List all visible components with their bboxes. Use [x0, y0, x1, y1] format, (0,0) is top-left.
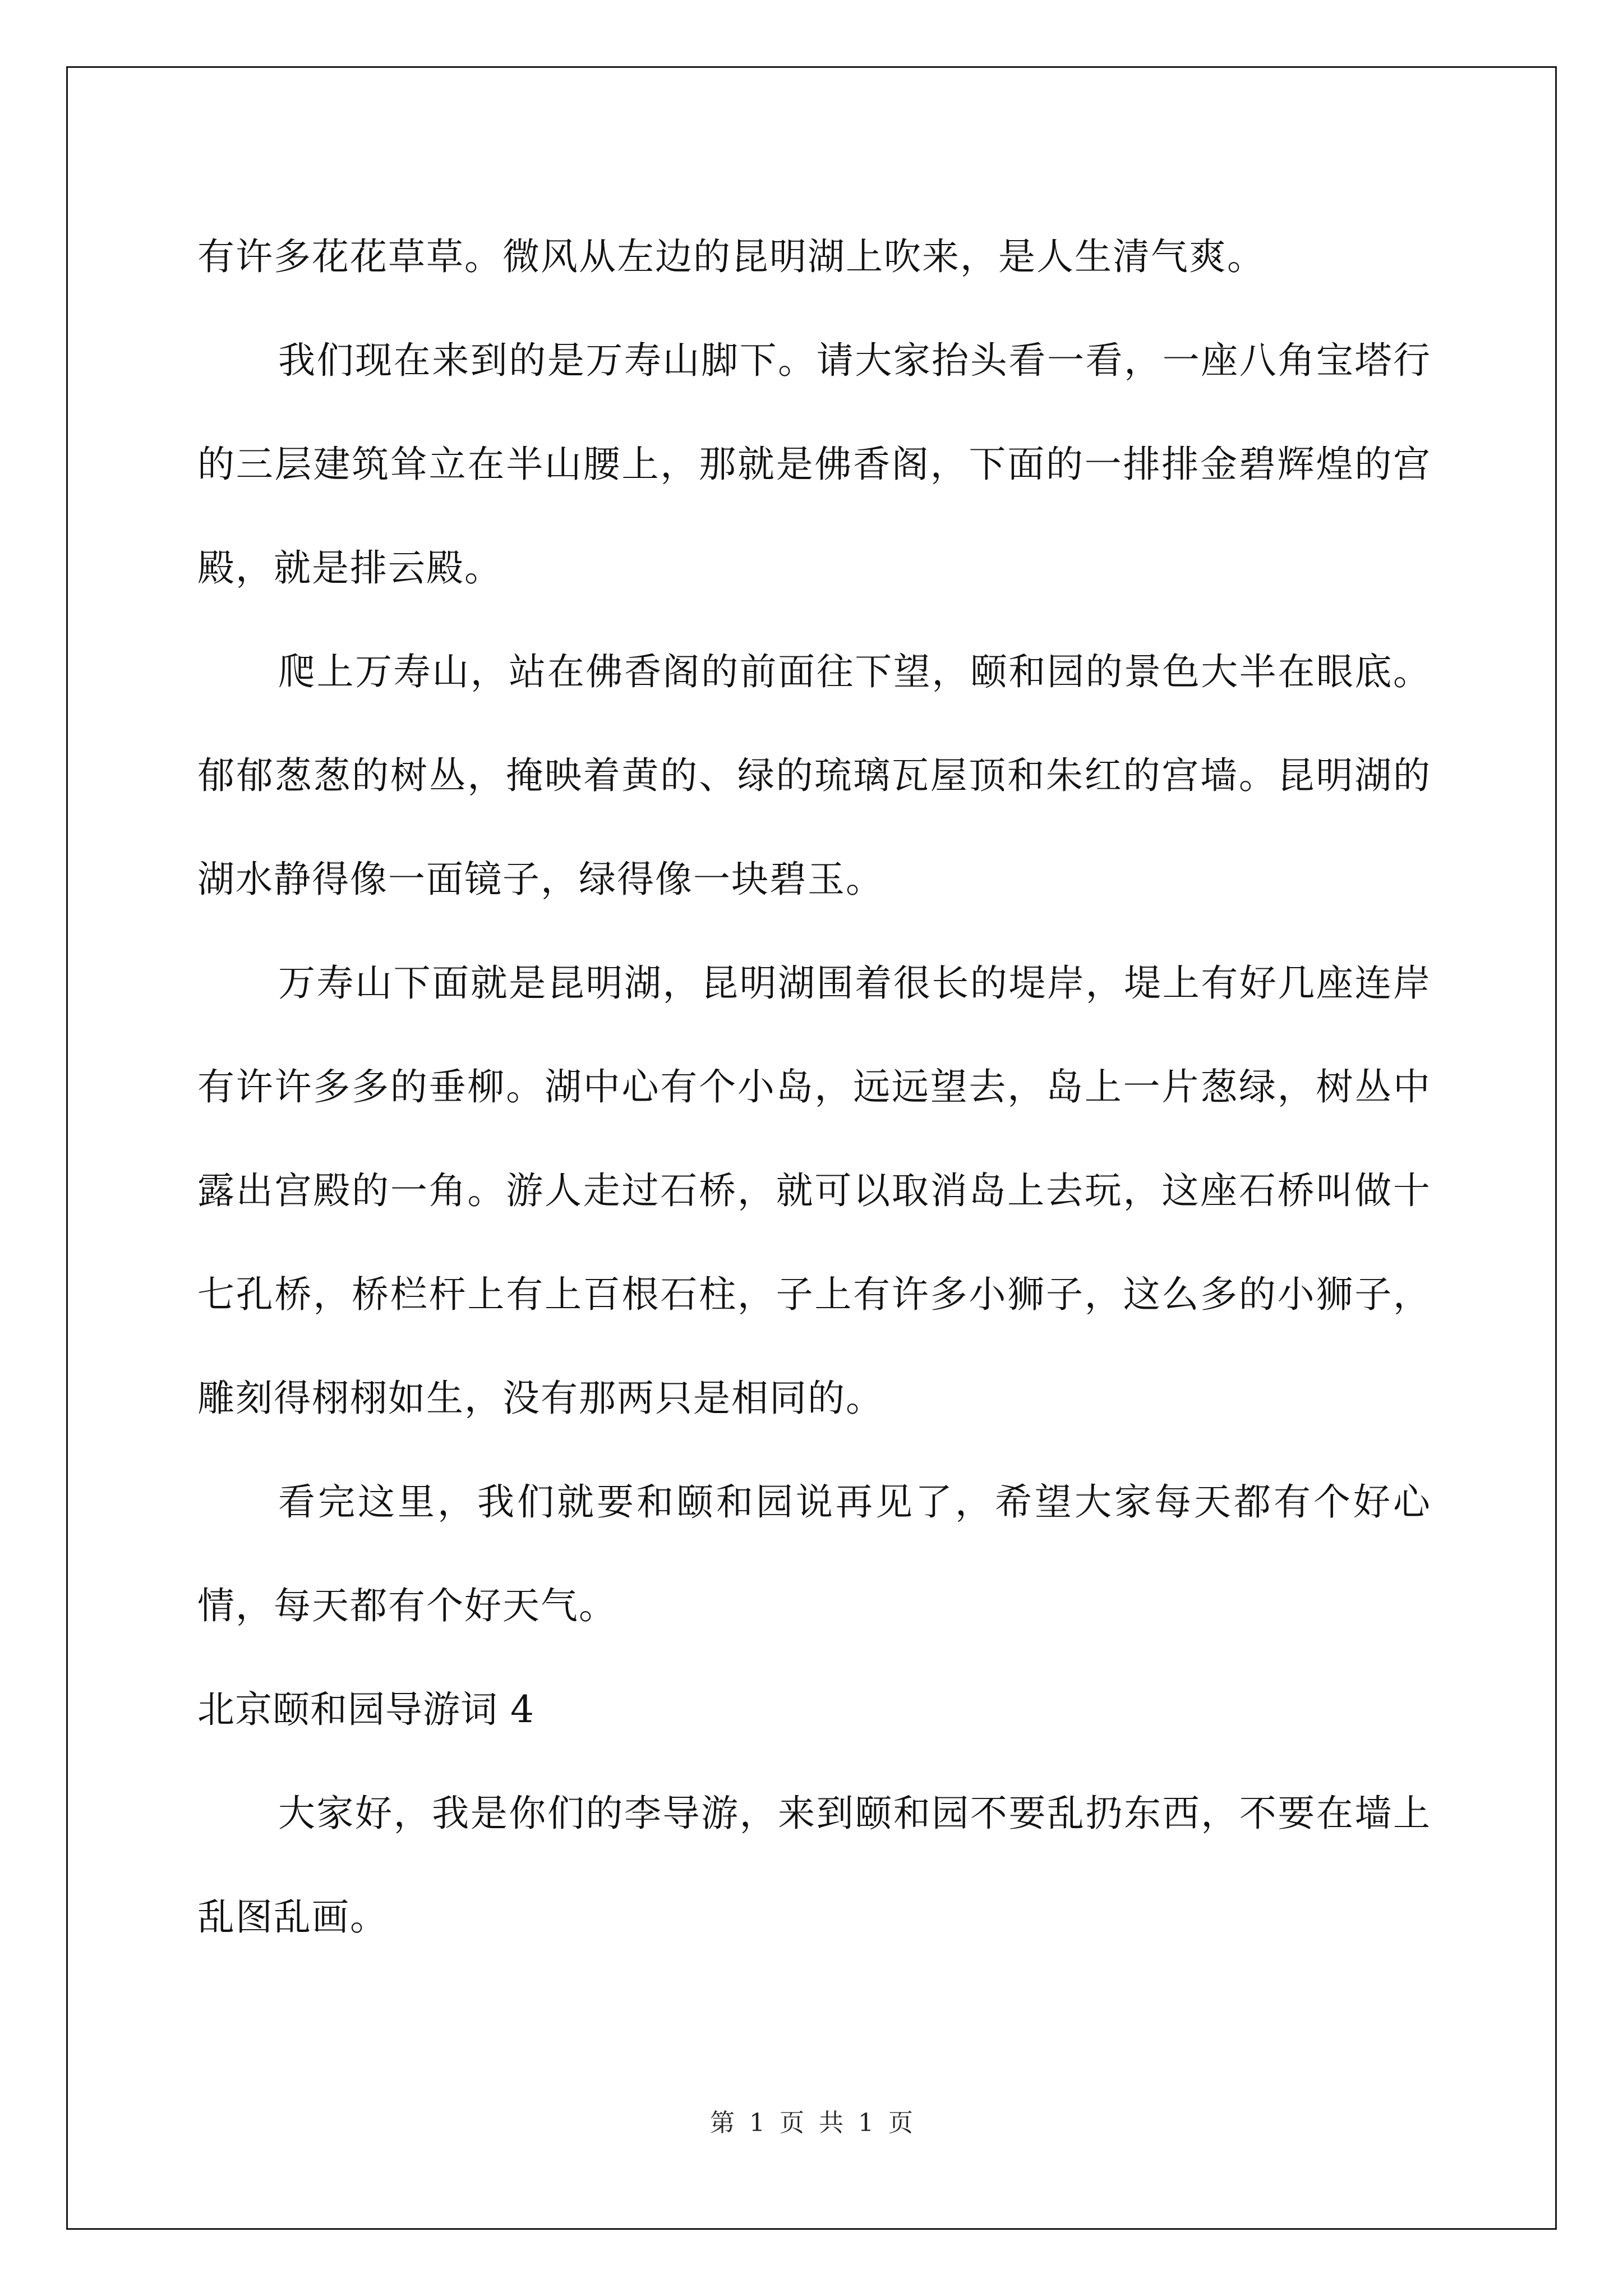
paragraph-4: 万寿山下面就是昆明湖，昆明湖围着很长的堤岸，堤上有好几座连岸有许许多多的垂柳。湖中心有个小岛，远远望去，岛上一片葱绿，树丛中露出宫殿的一角。游人走过石桥，就可以取消岛上去玩，这座石桥叫做十七孔桥，桥栏杆上有上百根石柱，子上有许多小狮子，这么多的小狮子，雕刻得栩栩如生，没有那两只是相同的。 [197, 961, 1431, 1420]
document-body [197, 205, 1431, 1969]
section-heading: 北京颐和园导游词 4 [197, 1688, 534, 1731]
paragraph-5: 看完这里，我们就要和颐和园说再见了，希望大家每天都有个好心情，每天都有个好天气。 [197, 1480, 1431, 1627]
page-footer: 第 1 页 共 1 页 [710, 2109, 913, 2137]
paragraph-3: 爬上万寿山，站在佛香阁的前面往下望，颐和园的景色大半在眼底。郁郁葱葱的树丛，掩映着黄的、绿的琉璃瓦屋顶和朱红的宫墙。昆明湖的湖水静得像一面镜子，绿得像一块碧玉。 [197, 650, 1431, 901]
paragraph-6: 大家好，我是你们的李导游，来到颐和园不要乱扔东西，不要在墙上乱图乱画。 [197, 1792, 1431, 1939]
paragraph-2: 我们现在来到的是万寿山脚下。请大家抬头看一看，一座八角宝塔行的三层建筑耸立在半山腰上，那就是佛香阁，下面的一排排金碧辉煌的宫殿，就是排云殿。 [197, 339, 1431, 590]
paragraph-1: 有许多花花草草。微风从左边的昆明湖上吹来，是人生清气爽。 [197, 235, 1265, 278]
